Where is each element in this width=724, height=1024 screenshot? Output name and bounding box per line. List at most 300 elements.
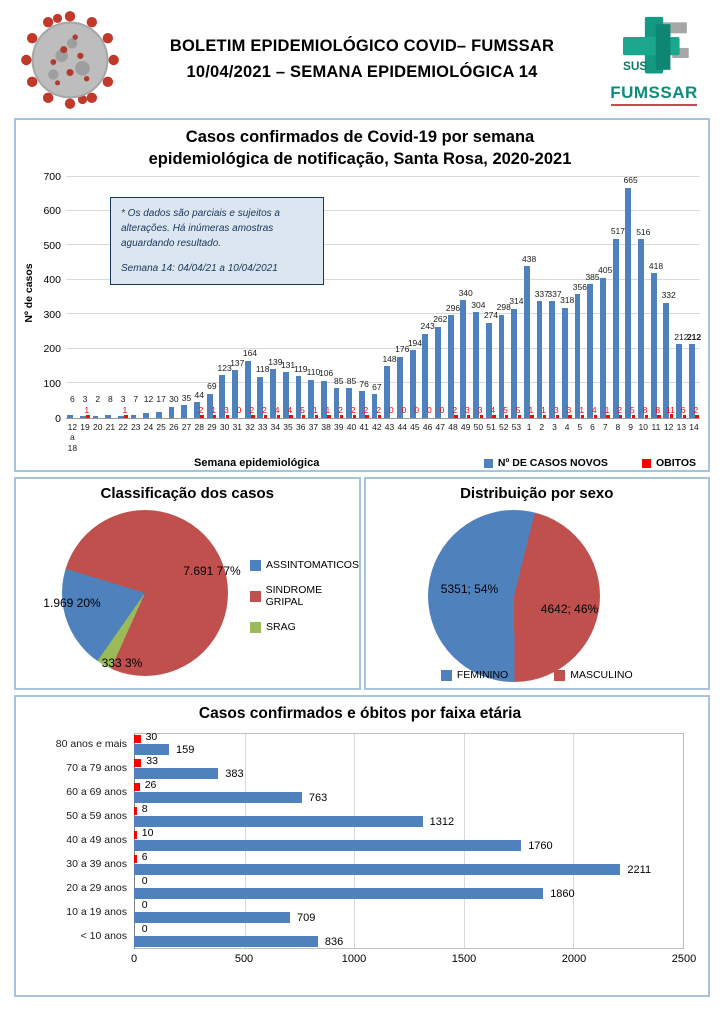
bar-group <box>662 177 675 418</box>
fumssar-logo-text: FUMSSAR <box>610 83 698 102</box>
cases-value-label: 356 <box>572 281 587 292</box>
deaths-bar <box>606 415 609 417</box>
y-tick: 300 <box>43 308 61 321</box>
y-tick: 400 <box>43 274 61 287</box>
x-tick: 13 <box>676 421 687 432</box>
x-tick: 52 <box>498 421 509 432</box>
x-tick: 2 <box>539 421 545 432</box>
deaths-value-label: 10 <box>141 827 154 839</box>
deaths-bar <box>518 415 521 417</box>
cases-bar <box>134 744 169 755</box>
deaths-value-label: 6 <box>680 405 686 416</box>
deaths-value-label: 5 <box>300 405 305 416</box>
deaths-value-label: 1 <box>325 405 331 416</box>
deaths-value-label: 2 <box>249 405 255 416</box>
cases-bar <box>460 300 466 418</box>
deaths-bar <box>134 855 137 863</box>
cases-value-label: 164 <box>242 348 258 359</box>
x-tick: 39 <box>334 421 344 432</box>
deaths-bar <box>134 783 140 791</box>
legend-swatch-blue <box>441 670 452 681</box>
age-row <box>22 925 698 949</box>
x-tick: 12 a 18 <box>67 421 78 453</box>
x-tick: 5 <box>577 421 583 432</box>
cases-bar <box>67 415 73 417</box>
cases-bar <box>663 303 669 418</box>
cases-bar <box>134 912 290 923</box>
cases-bar <box>134 888 543 899</box>
pie1-label-srag: 333 3% <box>101 656 143 670</box>
deaths-bar <box>454 415 457 417</box>
deaths-value-label: 3 <box>566 405 572 416</box>
cases-value-label: 243 <box>420 321 435 332</box>
cases-bar <box>600 278 606 418</box>
deaths-value-label: 1 <box>312 405 318 416</box>
deaths-value-label: 2 <box>350 405 356 416</box>
deaths-value-label: 5 <box>629 405 635 416</box>
deaths-value-label: 0 <box>414 405 420 416</box>
cases-value-label: 131 <box>280 359 296 370</box>
x-tick: 50 <box>473 421 484 432</box>
cases-bar <box>537 301 543 418</box>
y-tick: 600 <box>43 205 61 218</box>
deaths-value-label: 5 <box>515 405 521 416</box>
cases-value-label: 318 <box>560 295 575 306</box>
deaths-value-label: 5 <box>503 405 508 416</box>
pie2-title: Distribuição por sexo <box>460 485 614 502</box>
deaths-bar <box>289 415 292 417</box>
cases-bar <box>156 412 162 418</box>
x-tick: 7 <box>602 421 608 432</box>
deaths-bar <box>632 415 635 417</box>
deaths-bar <box>226 415 229 417</box>
bulletin-title <box>126 34 598 85</box>
cases-value-label: 176 <box>395 344 410 355</box>
x-tick: 8 <box>615 421 621 432</box>
bar-group <box>459 177 472 418</box>
deaths-value-label: 2 <box>376 405 381 416</box>
deaths-bar <box>134 831 137 839</box>
x-tick: 35 <box>283 421 293 432</box>
cases-value-label: 1312 <box>429 816 455 828</box>
cases-value-label: 17 <box>156 394 166 405</box>
x-tick: 23 <box>131 421 141 432</box>
cases-value-label: 383 <box>225 768 244 780</box>
deaths-value-label: 2 <box>198 405 204 416</box>
deaths-bar <box>365 415 368 417</box>
x-tick: 28 <box>194 421 204 432</box>
cases-bar <box>134 792 302 803</box>
deaths-value-label: 0 <box>426 405 432 416</box>
x-tick: 37 <box>308 421 319 432</box>
deaths-value-label: 8 <box>642 405 648 416</box>
deaths-bar <box>543 415 546 417</box>
weekly-chart-title: Casos confirmados de Covid-19 por semana epidemiológica de notificação, Santa Rosa, 2020-2021 <box>148 128 572 169</box>
cases-value-label: 763 <box>308 792 328 804</box>
cases-value-label: 8 <box>108 394 113 405</box>
deaths-value-label: 8 <box>655 405 661 416</box>
deaths-value-label: 4 <box>591 405 597 416</box>
deaths-bar <box>695 415 698 417</box>
cases-bar <box>575 294 581 417</box>
bar-group <box>497 177 510 418</box>
y-tick: 0 <box>55 412 61 425</box>
cases-value-label: 118 <box>255 364 270 375</box>
deaths-value-label: 2 <box>338 405 343 416</box>
cases-value-label: 2 <box>95 394 101 405</box>
cases-value-label: 12 <box>143 394 154 405</box>
deaths-bar <box>277 415 280 417</box>
weekly-plot-area <box>66 177 700 419</box>
age-group-chart <box>14 695 710 997</box>
cases-bar <box>486 323 492 418</box>
deaths-bar <box>327 415 330 417</box>
cases-value-label: 1760 <box>528 840 553 852</box>
deaths-value-label: 2 <box>452 405 458 416</box>
deaths-bar <box>568 415 571 417</box>
pie1-title: Classificação dos casos <box>100 485 274 502</box>
cases-value-label: 139 <box>268 356 283 367</box>
x-tick: 51 <box>486 421 496 432</box>
x-tick: 1 <box>526 421 532 432</box>
cases-value-label: 76 <box>359 378 369 389</box>
deaths-value-label: 4 <box>274 405 280 416</box>
age-category-label: 10 a 19 anos <box>66 906 127 918</box>
cases-value-label: 836 <box>324 936 344 948</box>
cases-bar <box>549 301 555 418</box>
deaths-bar <box>530 415 533 417</box>
deaths-value-label: 1 <box>579 405 584 416</box>
cases-value-label: 405 <box>598 265 613 276</box>
pie2-legend: FEMININO MASCULINO <box>366 669 709 681</box>
bar-group <box>396 177 409 418</box>
deaths-value-label: 1 <box>211 405 217 416</box>
deaths-value-label: 2 <box>363 405 369 416</box>
cases-value-label: 516 <box>636 226 651 237</box>
deaths-value-label: 0 <box>439 405 445 416</box>
cases-value-label: 137 <box>230 357 245 368</box>
x-tick: 44 <box>397 421 407 432</box>
legend-swatch-green <box>250 622 261 633</box>
cases-value-label: 385 <box>585 271 600 282</box>
age-category-label: 50 a 59 anos <box>66 810 127 822</box>
deaths-bar <box>340 415 343 417</box>
x-tick: 33 <box>257 421 268 432</box>
cases-value-label: 709 <box>296 912 316 924</box>
x-tick: 42 <box>372 421 382 432</box>
legend-item-cases: Nº DE CASOS NOVOS <box>484 457 608 469</box>
bar-group <box>688 177 701 418</box>
deaths-bar <box>467 415 470 417</box>
x-tick: 10 <box>638 421 649 432</box>
cases-value-label: 2211 <box>627 864 652 876</box>
age-category-label: 60 a 69 anos <box>66 786 127 798</box>
deaths-value-label: 2 <box>693 405 699 416</box>
cases-bar <box>181 405 187 417</box>
cases-value-label: 296 <box>445 302 461 313</box>
cases-value-label: 262 <box>433 314 448 325</box>
age-row <box>22 781 698 805</box>
cases-bar <box>134 768 218 779</box>
x-tick: 1000 <box>341 953 367 965</box>
deaths-bar <box>200 415 203 417</box>
cases-bar <box>93 416 99 418</box>
x-tick: 9 <box>628 421 633 432</box>
cases-bar <box>134 864 620 875</box>
x-tick: 38 <box>321 421 331 432</box>
deaths-value-label: 4 <box>490 405 496 416</box>
cases-value-label: 69 <box>207 381 217 392</box>
bar-group <box>421 177 434 418</box>
cases-value-label: 212 <box>674 331 689 342</box>
cases-value-label: 7 <box>133 394 139 405</box>
cases-value-label: 194 <box>407 337 422 348</box>
logo-tagline-line <box>611 104 697 106</box>
fumssar-logo <box>598 14 710 106</box>
x-tick: 0 <box>130 953 138 965</box>
deaths-value-label: 0 <box>141 875 148 887</box>
x-tick: 4 <box>564 421 570 432</box>
data-note: * Os dados são parciais e sujeitos a alterações. Há inúmeras amostras aguardando resultado. Semana 14: 04/04/21 a 10/04/2021 <box>110 197 324 285</box>
cases-bar <box>143 413 149 417</box>
bar-group <box>650 177 663 418</box>
x-tick: 46 <box>422 421 433 432</box>
pie2-circle <box>428 510 600 682</box>
age-row <box>22 805 698 829</box>
x-tick: 3 <box>552 421 557 432</box>
deaths-value-label: 11 <box>666 405 675 416</box>
cases-value-label: 337 <box>534 288 549 299</box>
deaths-value-label: 6 <box>141 851 148 863</box>
deaths-bar <box>134 807 137 815</box>
deaths-value-label: 26 <box>144 779 157 791</box>
bar-group <box>561 177 574 418</box>
fumssar-cross-icon <box>612 14 696 80</box>
x-tick: 500 <box>234 953 254 965</box>
cases-value-label: 274 <box>483 310 499 321</box>
cases-value-label: 85 <box>334 375 344 386</box>
x-tick: 6 <box>590 421 595 432</box>
cases-bar <box>625 188 631 418</box>
cases-bar <box>134 816 423 827</box>
cases-value-label: 418 <box>648 260 664 271</box>
x-tick: 14 <box>689 421 699 432</box>
bar-group <box>434 177 447 418</box>
bar-group <box>548 177 561 418</box>
bar-group <box>383 177 396 418</box>
coronavirus-icon <box>14 8 126 112</box>
deaths-value-label: 3 <box>465 405 470 416</box>
bar-group <box>447 177 460 418</box>
bulletin-title-line2: 10/04/2021 – SEMANA EPIDEMIOLÓGICA 14 <box>186 63 538 81</box>
cases-bar <box>587 284 593 417</box>
deaths-value-label: 1 <box>84 405 90 416</box>
cases-value-label: 517 <box>610 226 625 237</box>
age-row <box>22 877 698 901</box>
deaths-bar <box>213 415 216 417</box>
x-tick: 36 <box>295 421 306 432</box>
deaths-bar <box>251 415 254 417</box>
deaths-bar <box>315 415 318 417</box>
cases-value-label: 106 <box>319 368 334 379</box>
y-axis-ticks <box>36 170 66 425</box>
cases-value-label: 159 <box>175 744 195 756</box>
bar-group <box>675 177 688 418</box>
header <box>0 0 724 112</box>
deaths-value-label: 3 <box>477 405 483 416</box>
x-tick: 21 <box>105 421 116 432</box>
deaths-value-label: 4 <box>287 405 293 416</box>
cases-value-label: 1860 <box>550 888 575 900</box>
legend-swatch-red <box>642 459 651 468</box>
cases-bar <box>131 415 137 417</box>
x-tick: 27 <box>181 421 192 432</box>
cases-bar <box>80 416 86 418</box>
y-tick: 200 <box>43 343 61 356</box>
deaths-value-label: 3 <box>553 405 559 416</box>
deaths-bar <box>134 759 141 767</box>
legend-swatch-blue <box>250 560 261 571</box>
deaths-value-label: 1 <box>604 405 610 416</box>
bar-group <box>510 177 523 418</box>
x-tick: 48 <box>448 421 458 432</box>
x-tick: 24 <box>143 421 154 432</box>
x-tick: 53 <box>511 421 522 432</box>
deaths-bar <box>378 415 381 417</box>
bar-group <box>358 177 371 418</box>
cases-value-label: 332 <box>661 290 676 301</box>
bar-group <box>624 177 637 418</box>
cases-bar <box>613 239 619 418</box>
cases-value-label: 314 <box>509 296 524 307</box>
cases-value-label: 212 <box>686 331 702 342</box>
deaths-value-label: 1 <box>122 405 128 416</box>
deaths-bar <box>581 415 584 417</box>
sex-distribution-pie-chart <box>364 477 711 690</box>
bar-group <box>599 177 612 418</box>
x-tick: 11 <box>651 421 661 432</box>
age-row <box>22 901 698 925</box>
deaths-bar <box>657 415 660 418</box>
x-axis-title: Semana epidemiológica <box>194 457 320 470</box>
x-tick: 20 <box>92 421 103 432</box>
legend-swatch-blue <box>484 459 493 468</box>
x-tick: 41 <box>359 421 369 432</box>
bar-group <box>79 177 92 418</box>
cases-bar <box>473 312 479 417</box>
cases-bar <box>118 416 124 418</box>
cases-value-label: 30 <box>169 394 179 405</box>
age-row <box>22 757 698 781</box>
deaths-value-label: 0 <box>401 405 407 416</box>
cases-value-label: 85 <box>346 375 357 386</box>
deaths-bar <box>302 415 305 417</box>
cases-value-label: 148 <box>382 353 397 364</box>
age-x-axis-ticks <box>130 949 697 969</box>
y-tick: 700 <box>43 170 61 183</box>
cases-value-label: 340 <box>458 287 473 298</box>
y-axis-title: Nº de casos <box>23 262 35 323</box>
x-tick: 1500 <box>451 953 477 965</box>
deaths-value-label: 8 <box>141 803 148 815</box>
bulletin-title-line1: BOLETIM EPIDEMIOLÓGICO COVID– FUMSSAR <box>169 37 555 56</box>
cases-bar <box>169 407 175 417</box>
weekly-legend <box>484 457 696 469</box>
deaths-bar <box>353 415 356 417</box>
cases-bar <box>651 273 657 418</box>
age-row <box>22 853 698 877</box>
deaths-value-label: 0 <box>236 405 242 416</box>
x-tick: 40 <box>346 421 357 432</box>
bar-group <box>472 177 485 418</box>
x-tick: 19 <box>80 421 90 432</box>
y-tick: 500 <box>43 239 61 252</box>
age-category-label: 40 a 49 anos <box>66 834 127 846</box>
deaths-bar <box>86 415 89 417</box>
deaths-bar <box>505 415 508 417</box>
bar-group <box>345 177 358 418</box>
cases-bar <box>435 327 441 418</box>
cases-value-label: 337 <box>547 288 562 299</box>
cases-value-label: 438 <box>522 253 537 264</box>
bar-group <box>485 177 498 418</box>
deaths-value-label: 0 <box>141 899 148 911</box>
x-tick: 30 <box>219 421 230 432</box>
deaths-value-label: 2 <box>262 405 267 416</box>
x-tick: 29 <box>207 421 217 432</box>
pie1-legend: ASSINTOMATICOS SINDROME GRIPAL SRAG <box>250 559 359 633</box>
x-tick: 31 <box>232 421 243 432</box>
legend-swatch-red <box>554 670 565 681</box>
svg-text:SUS: SUS <box>622 58 648 73</box>
bar-group <box>535 177 548 418</box>
cases-value-label: 67 <box>372 381 382 392</box>
x-tick: 2500 <box>671 953 697 965</box>
deaths-bar <box>619 415 622 417</box>
deaths-value-label: 33 <box>146 755 158 767</box>
bar-group <box>409 177 422 418</box>
x-tick: 12 <box>663 421 674 432</box>
x-tick: 25 <box>156 421 166 432</box>
cases-bar <box>562 308 568 418</box>
age-category-label: 20 a 29 anos <box>66 882 127 894</box>
bar-group <box>574 177 587 418</box>
x-tick: 2000 <box>561 953 587 965</box>
x-tick: 49 <box>460 421 471 432</box>
cases-value-label: 35 <box>181 392 192 403</box>
age-plot-area <box>22 733 698 969</box>
x-tick: 32 <box>245 421 255 432</box>
x-tick: 26 <box>169 421 179 432</box>
deaths-bar <box>264 415 267 417</box>
cases-value-label: 304 <box>471 299 486 310</box>
deaths-bar <box>492 415 495 417</box>
pie2-label-feminino: 5351; 54% <box>440 582 499 596</box>
cases-bar <box>638 239 644 417</box>
deaths-bar <box>594 415 597 417</box>
age-row <box>22 733 698 757</box>
bar-group <box>371 177 384 418</box>
x-tick: 47 <box>435 421 446 432</box>
deaths-bar <box>683 415 686 417</box>
x-tick: 45 <box>410 421 420 432</box>
bar-group <box>523 177 536 418</box>
classification-pie-chart <box>14 477 361 690</box>
cases-bar <box>448 315 454 417</box>
cases-value-label: 3 <box>120 394 126 405</box>
legend-item-deaths: OBITOS <box>642 457 696 469</box>
age-row <box>22 829 698 853</box>
